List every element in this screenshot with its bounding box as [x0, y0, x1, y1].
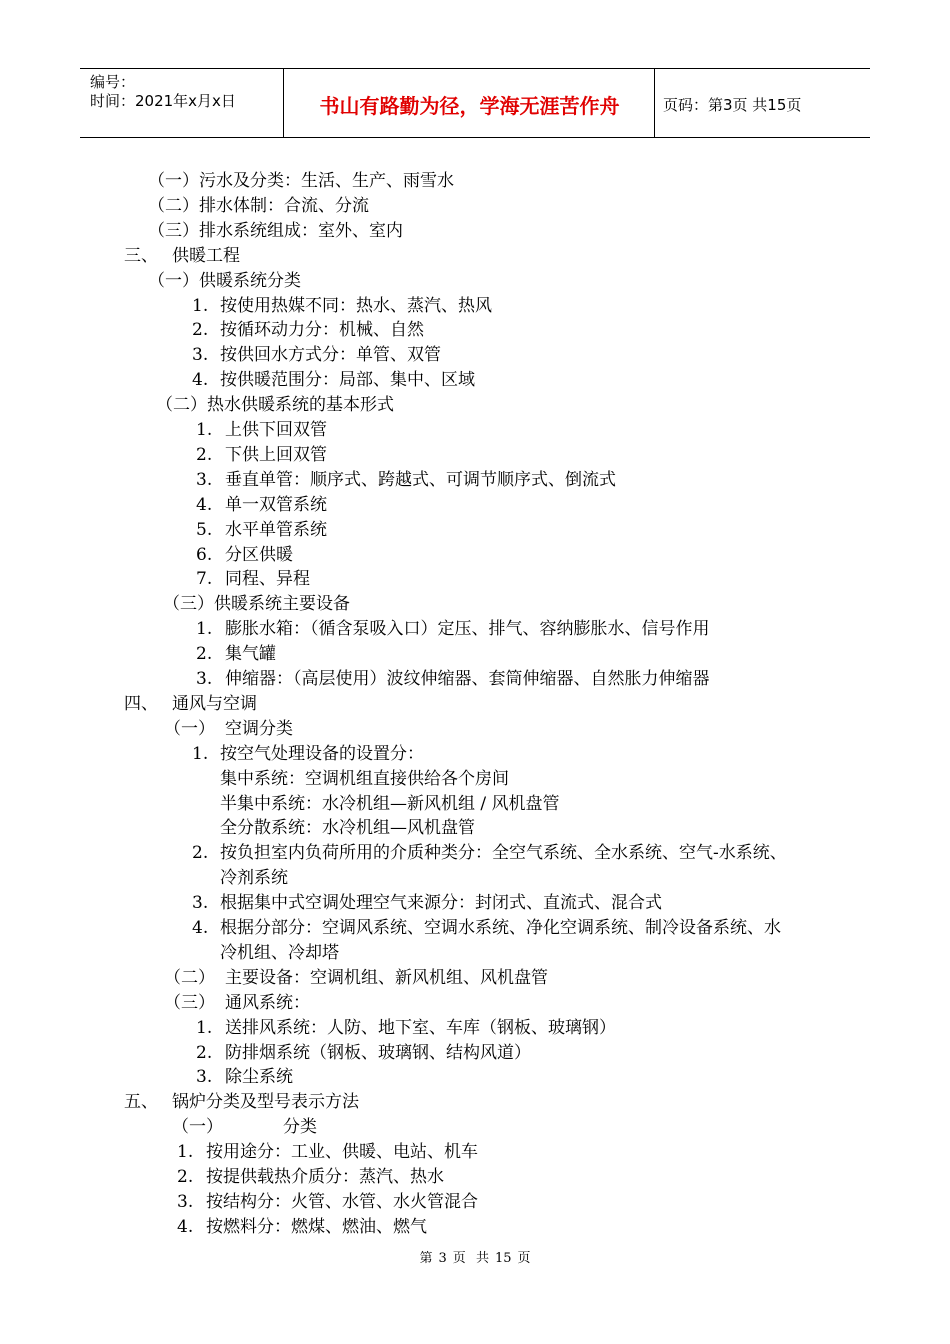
text-line: 下供上回双管 — [225, 444, 327, 465]
text-line: （三）供暖系统主要设备 — [163, 594, 350, 615]
text-line: 上供下回双管 — [225, 420, 327, 440]
text-line: 垂直单管：顺序式、跨越式、可调节顺序式、倒流式 — [225, 469, 616, 490]
text-line: 按提供载热介质分：蒸汽、热水 — [206, 1167, 444, 1187]
text-line: 按负担室内负荷所用的介质种类分：全空气系统、全水系统、空气-水系统、 — [220, 843, 787, 864]
text-line: 通风系统： — [225, 992, 310, 1013]
list-marker: （三） — [164, 992, 215, 1013]
text-line: 根据集中式空调处理空气来源分：封闭式、直流式、混合式 — [220, 893, 662, 914]
list-marker: 五、 — [124, 1092, 158, 1113]
text-line: 水平单管系统 — [225, 519, 327, 540]
text-line: 送排风系统：人防、地下室、车库（钢板、玻璃钢） — [225, 1017, 616, 1038]
list-marker: 6. — [196, 544, 213, 565]
text-line: 空调分类 — [225, 718, 293, 739]
text-line: 集中系统：空调机组直接供给各个房间 — [220, 768, 509, 789]
text-line: 通风与空调 — [172, 693, 257, 714]
list-marker: 1. — [192, 295, 209, 316]
text-line: 半集中系统：水冷机组—新风机组 / 风机盘管 — [220, 793, 560, 814]
list-marker: 1. — [196, 619, 213, 640]
text-line: 冷剂系统 — [220, 868, 288, 889]
text-line: 冷机组、冷却塔 — [220, 942, 339, 963]
text-line: 锅炉分类及型号表示方法 — [172, 1092, 359, 1113]
text-line: （一）污水及分类：生活、生产、雨雪水 — [148, 171, 454, 191]
header-meta — [90, 73, 236, 111]
list-marker: 3. — [196, 469, 213, 490]
list-marker: 三、 — [124, 245, 158, 266]
text-line: 按燃料分：燃煤、燃油、燃气 — [206, 1216, 427, 1237]
text-line: 按结构分：火管、水管、水火管混合 — [206, 1191, 478, 1212]
list-marker: 四、 — [124, 693, 158, 714]
text-line: 膨胀水箱：（循含泵吸入口）定压、排气、容纳膨胀水、信号作用 — [225, 619, 710, 640]
list-marker: 2. — [192, 320, 209, 341]
footer-text: 页 — [452, 1251, 466, 1266]
list-marker: 2. — [177, 1167, 194, 1187]
list-marker: 2. — [196, 444, 213, 465]
list-marker: 2. — [196, 644, 213, 665]
page-footer — [0, 1247, 950, 1266]
list-marker: 1. — [177, 1142, 194, 1163]
list-marker: （二） — [164, 967, 215, 988]
text-line: 按空气处理设备的设置分： — [220, 743, 424, 764]
list-marker: 1. — [196, 1017, 213, 1038]
text-line: 除尘系统 — [225, 1067, 293, 1088]
header-page-number: 页码：第3页 共15页 — [663, 96, 802, 114]
text-line: 按用途分：工业、供暖、电站、机车 — [206, 1142, 478, 1163]
text-line: 主要设备：空调机组、新风机组、风机盘管 — [225, 967, 548, 988]
list-marker: 5. — [196, 519, 213, 540]
text-line: 伸缩器：（高层使用）波纹伸缩器、套筒伸缩器、自然胀力伸缩器 — [225, 669, 710, 689]
header-divider — [654, 69, 655, 137]
text-line: 分区供暖 — [225, 544, 293, 565]
list-marker: （一） — [164, 718, 215, 739]
text-line: 单一双管系统 — [225, 494, 327, 515]
header-divider — [283, 69, 284, 137]
page-header — [80, 68, 870, 138]
list-marker: 3. — [196, 1067, 213, 1088]
list-marker: 4. — [192, 370, 209, 391]
text-line: （一）供暖系统分类 — [148, 270, 301, 291]
list-marker: 3. — [192, 893, 209, 914]
footer-page: 3 — [438, 1251, 447, 1266]
list-marker: 2. — [196, 1042, 213, 1063]
list-marker: 3. — [192, 345, 209, 366]
list-marker: 7. — [196, 569, 213, 590]
footer-text: 页 — [517, 1251, 531, 1266]
text-line: 分类 — [283, 1117, 317, 1138]
list-marker: 3. — [177, 1191, 194, 1212]
list-marker: 4. — [177, 1216, 194, 1237]
text-line: 按供回水方式分：单管、双管 — [220, 345, 441, 366]
text-line: 集气罐 — [225, 644, 276, 665]
text-line: 按循环动力分：机械、自然 — [220, 320, 424, 341]
list-marker: 4. — [196, 494, 213, 515]
text-line: （二）排水体制：合流、分流 — [148, 195, 369, 216]
list-marker: （一） — [172, 1117, 223, 1138]
text-line: （三）排水系统组成：室外、室内 — [148, 220, 403, 241]
text-line: 供暖工程 — [172, 245, 240, 266]
text-line: 按供暖范围分：局部、集中、区域 — [220, 370, 475, 391]
text-line: 防排烟系统（钢板、玻璃钢、结构风道） — [225, 1042, 531, 1063]
list-marker: 1. — [192, 743, 209, 764]
date-label: 时间：2021年x月x日 — [90, 92, 236, 110]
footer-total: 15 — [494, 1251, 512, 1266]
text-line: 同程、异程 — [225, 569, 310, 590]
text-line: 全分散系统：水冷机组—风机盘管 — [220, 818, 475, 839]
footer-text: 第 — [419, 1251, 433, 1266]
footer-text: 共 — [475, 1251, 489, 1266]
text-line: 按使用热媒不同：热水、蒸汽、热风 — [220, 295, 492, 316]
text-line: 根据分部分：空调风系统、空调水系统、净化空调系统、制冷设备系统、水 — [220, 918, 781, 938]
list-marker: 1. — [196, 420, 213, 440]
header-motto: 书山有路勤为径，学海无涯苦作舟 — [319, 94, 620, 118]
list-marker: 2. — [192, 843, 209, 864]
serial-label: 编号： — [90, 73, 136, 91]
list-marker: 3. — [196, 669, 213, 689]
list-marker: 4. — [192, 918, 209, 938]
text-line: （二）热水供暖系统的基本形式 — [156, 395, 394, 416]
